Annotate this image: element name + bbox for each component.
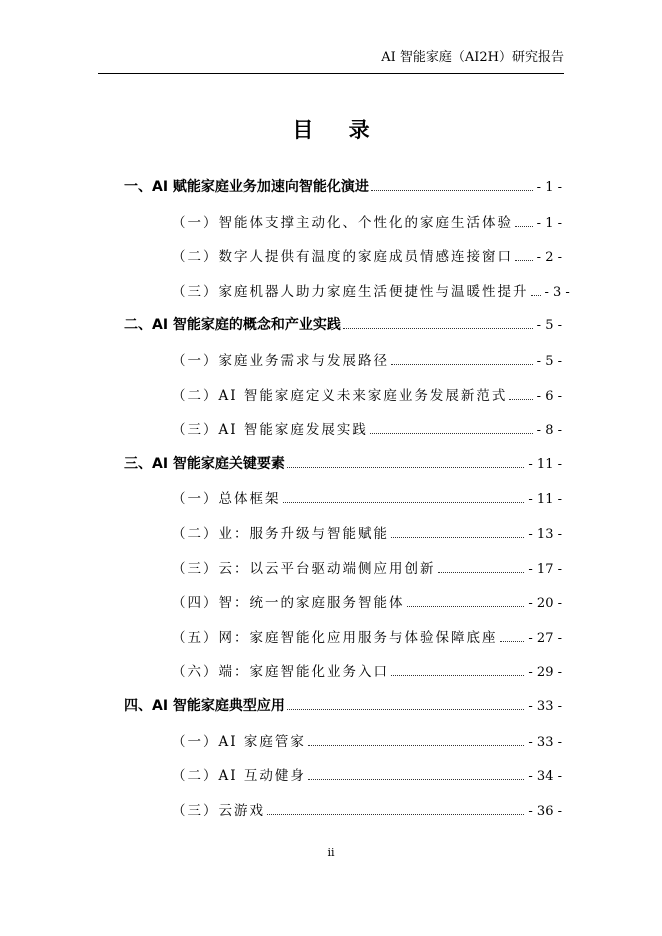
dot-leader	[283, 502, 525, 503]
toc-entry-label: （三）云：以云平台驱动端侧应用创新	[172, 560, 436, 577]
dot-leader	[515, 226, 533, 227]
toc-entry-label: （一）总体框架	[172, 491, 281, 508]
dot-leader	[391, 537, 524, 538]
toc-entry-label: （四）智：统一的家庭服务智能体	[172, 595, 405, 612]
toc-entry-page: - 13 -	[528, 527, 562, 542]
toc-entry-label: （三）家庭机器人助力家庭生活便捷性与温暖性提升	[172, 283, 529, 300]
toc-entry-page: - 36 -	[528, 803, 562, 819]
toc-entry-page: - 11 -	[528, 492, 562, 508]
toc-section-entry[interactable]	[172, 591, 562, 615]
toc-entry-label: （六）端：家庭智能化业务入口	[172, 664, 389, 681]
toc-entry-page: - 3 -	[544, 284, 570, 300]
toc-entry-label: （五）网：家庭智能化应用服务与体验保障底座	[172, 629, 498, 646]
toc-entry-label: （二）业：服务升级与智能赋能	[172, 526, 389, 542]
toc-section-entry[interactable]	[172, 245, 562, 269]
toc-section-entry[interactable]	[172, 764, 562, 788]
dot-leader	[370, 433, 533, 434]
toc-entry-page: - 33 -	[528, 699, 562, 714]
dot-leader	[515, 260, 533, 261]
dot-leader	[343, 328, 533, 329]
toc-entry-page: - 8 -	[536, 423, 562, 439]
toc-entry-page: - 33 -	[528, 734, 562, 750]
toc-entry-label: （一）AI 家庭管家	[172, 733, 306, 750]
dot-leader	[287, 467, 524, 468]
toc-entry-page: - 5 -	[536, 318, 562, 334]
toc-entry-page: - 27 -	[528, 630, 562, 646]
toc-section-entry[interactable]	[172, 626, 562, 650]
dot-leader	[267, 814, 524, 815]
toc-chapter-entry[interactable]	[124, 176, 562, 200]
toc-section-entry[interactable]	[172, 730, 562, 754]
dot-leader	[509, 399, 532, 400]
dot-leader	[391, 364, 533, 365]
dot-leader	[371, 190, 533, 191]
toc-entry-page: - 1 -	[536, 180, 562, 195]
toc-entry-label: 一、AI 赋能家庭业务加速向智能化演进	[124, 179, 369, 195]
running-header: AI 智能家庭（AI2H）研究报告	[381, 50, 564, 65]
toc-chapter-entry[interactable]	[124, 314, 562, 338]
toc-entry-label: （一）智能体支撑主动化、个性化的家庭生活体验	[172, 214, 513, 231]
header-rule	[98, 73, 564, 74]
toc-section-entry[interactable]	[172, 660, 562, 684]
toc-section-entry[interactable]	[172, 349, 562, 373]
toc-entry-label: （二）AI 智能家庭定义未来家庭业务发展新范式	[172, 387, 508, 404]
toc-section-entry[interactable]	[172, 418, 562, 442]
dot-leader	[531, 295, 541, 296]
dot-leader	[391, 675, 524, 676]
toc-section-entry[interactable]	[172, 280, 570, 304]
toc-entry-page: - 5 -	[536, 354, 562, 369]
dot-leader	[308, 745, 525, 746]
toc-entry-page: - 29 -	[528, 665, 562, 681]
toc-entry-page: - 6 -	[536, 388, 562, 404]
toc-section-entry[interactable]	[172, 799, 562, 823]
toc-entry-label: （三）云游戏	[172, 802, 265, 819]
toc-entry-page: - 34 -	[528, 769, 562, 785]
toc-entry-label: 二、AI 智能家庭的概念和产业实践	[124, 317, 341, 334]
toc-section-entry[interactable]	[172, 211, 562, 235]
dot-leader	[287, 709, 524, 710]
dot-leader	[407, 606, 525, 607]
toc-entry-label: （二）数字人提供有温度的家庭成员情感连接窗口	[172, 249, 513, 266]
toc-section-entry[interactable]	[172, 522, 562, 546]
toc-entry-label: 四、AI 智能家庭典型应用	[124, 698, 285, 714]
toc-entry-page: - 11 -	[528, 456, 562, 472]
toc-section-entry[interactable]	[172, 557, 562, 581]
toc-title: 目 录	[292, 118, 384, 142]
toc-entry-label: （一）家庭业务需求与发展路径	[172, 353, 389, 369]
toc-entry-page: - 2 -	[536, 250, 562, 266]
toc-entry-page: - 20 -	[528, 596, 562, 612]
toc-section-entry[interactable]	[172, 384, 562, 408]
dot-leader	[438, 572, 525, 573]
toc-section-entry[interactable]	[172, 487, 562, 511]
toc-entry-label: （二）AI 互动健身	[172, 768, 306, 785]
toc-chapter-entry[interactable]	[124, 695, 562, 719]
dot-leader	[500, 641, 525, 642]
toc-entry-page: - 17 -	[528, 561, 562, 577]
dot-leader	[308, 779, 525, 780]
toc-entry-page: - 1 -	[536, 215, 562, 231]
page-number: ii	[327, 846, 335, 859]
toc-entry-label: 三、AI 智能家庭关键要素	[124, 455, 285, 472]
toc-entry-label: （三）AI 智能家庭发展实践	[172, 422, 368, 439]
toc-chapter-entry[interactable]	[124, 453, 562, 477]
